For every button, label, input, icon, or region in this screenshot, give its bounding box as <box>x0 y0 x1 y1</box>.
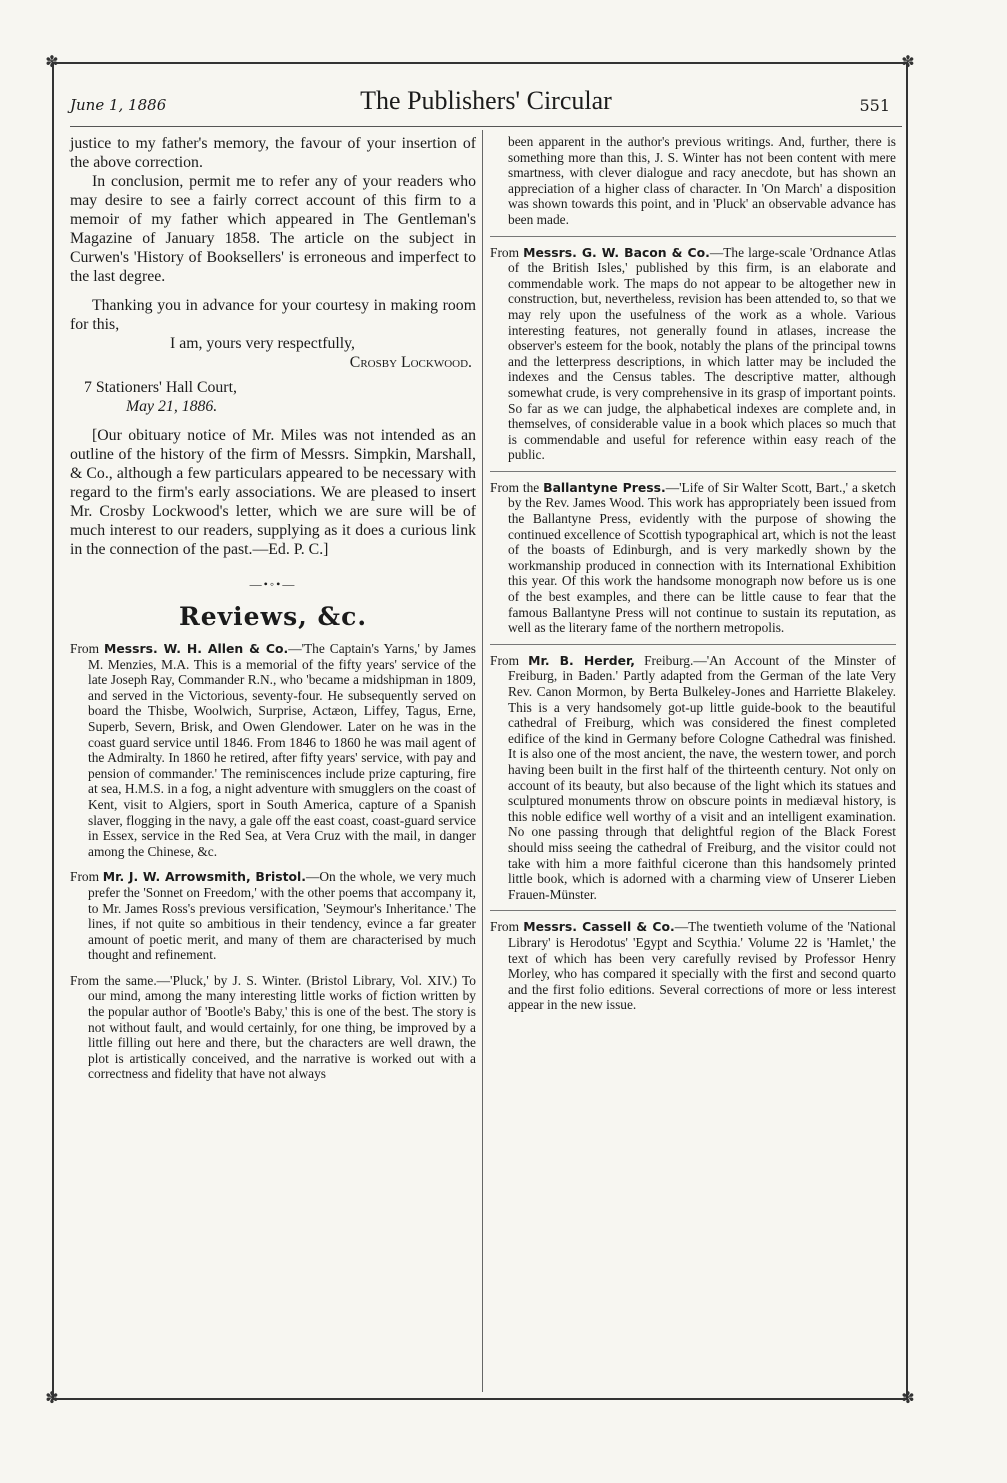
letter-continuation: justice to my father's memory, the favour of your insertion of the above correction. <box>70 135 476 171</box>
review-entry: From the same.—'Pluck,' by J. S. Winter. (Bristol Library, Vol. XIV.) To our mind, among the many interesting little works of fiction written by the popular author of 'Bootle's Baby,' this is one of the best. The story is not without fault, and would certainly, for one thing, be improved by a little filling out here and there, but the characters are well drawn, the plot is artistically conceived, and the narrative is worked out with a correctness and fidelity that have not always <box>70 972 476 1082</box>
letter-date: May 21, 1886. <box>126 398 218 415</box>
corner-ornament-icon: ✽ <box>45 1388 59 1407</box>
publisher-name: Messrs. Cassell & Co. <box>523 919 675 935</box>
letter-paragraph: Thanking you in advance for your courtesy in making room for this, <box>70 297 476 333</box>
editor-note: [Our obituary notice of Mr. Miles was not intended as an outline of the history of the firm of Messrs. Simpkin, Marshall, & Co., although a few particulars appeared to be necessary with regard to the firm's early associations. We are pleased to insert Mr. Crosby Lockwood's letter, which we are sure will be of much interest to our readers, supplying as it does a curious link in the connection of the past.—Ed. P. C.] <box>70 427 476 558</box>
publisher-name: Mr. J. W. Arrowsmith, Bristol. <box>102 869 306 885</box>
review-entry: From Messrs. W. H. Allen & Co.—'The Captain's Yarns,' by James M. Menzies, M.A. This is a memorial of the fifty years' service of the late Joseph Ray, Commander R.N., who 'became a midshipman in 1809, and served in the Victorious, seventy-four. He subsequently served on board the Thisbe, Woolwich, Surprise, Actæon, Liffey, Tagus, Erne, Superb, Severn, Brisk, and Owen Glendower. Later on he was in the coast guard service until 1846. From 1846 to 1860 he was mail agent of the Admiralty. In 1860 he retired, after fifty years' service, with pay and pension of commander.' The reminiscences include prize capturing, fire at sea, H.M.S. in a fog, a night adventure with smugglers on the coast of Kent, visit to Algiers, sport in South America, capture of a Spanish slaver, flogging in the navy, a gale off the east coast, coast-guard service in Essex, service in the Red Sea, at Vera Cruz with the mail, in danger among the Chinese, &c. <box>70 641 476 859</box>
column-divider <box>482 130 483 1392</box>
review-entry: From Mr. B. Herder, Freiburg.—'An Account of the Minster of Freiburg, in Baden.' Partly adapted from the German of the late Very Rev. Canon Mormon, by Berta Bulkeley-Jones and Harriette Blakeley. This is a very handsomely got-up little guide-book to the beautiful cathedral of Freiburg, which was considered the finest completed edifice of the kind in Germany before Cologne Cathedral was finished. It is also one of the most ancient, the nave, the western tower, and porch having been built in the first half of the thirteenth century. Not only on account of its beauty, but also because of the light which its statues and sculptured monuments throw on obscure points in mediæval history, is this noble edifice well worthy of a visit and an intelligent examination. No one passing through that delightful region of the Black Forest should miss seeing the cathedral of Freiburg, and the visitor could not take with him a more faithful cicerone than this handsomely printed little book, which is adorned with a charming view of Unserer Lieben Frauen-Münster. <box>490 652 896 902</box>
bottom-border-rule <box>52 1398 908 1400</box>
review-entry: From the Ballantyne Press.—'Life of Sir Walter Scott, Bart.,' a sketch by the Rev. James Wood. This work has appropriately been issued from the Ballantyne Press, evidently with the purpose of showing the continued excellence of Scottish typographical art, which is not the least of the boasts of Edinburgh, and is very markedly shown by the workmanship produced in connection with its International Exhibition this year. Of this work the handsome monograph now before us is one of the best examples, and there can be little cause to fear that the famous Ballantyne Press will not continue to sustain its reputation, as well as the literary fame of the northern metropolis. <box>490 479 896 636</box>
publisher-name: Mr. B. Herder, <box>528 652 635 668</box>
left-column <box>70 134 476 1082</box>
review-continuation: been apparent in the author's previous writings. And, further, there is something more than this, J. S. Winter has not been content with mere smartness, with clever dialogue and racy anecdote, but has shown an appreciation of a higher class of character. In 'On March' a disposition was shown towards this point, and in 'Pluck' an observable advance has been made. <box>508 134 896 227</box>
corner-ornament-icon: ✽ <box>45 52 59 71</box>
publisher-name: Messrs. W. H. Allen & Co. <box>104 641 289 656</box>
letter-signature: Crosby Lockwood. <box>349 354 472 371</box>
top-border-rule <box>52 62 908 64</box>
letter-closing: I am, yours very respectfully, <box>170 335 355 352</box>
section-divider: —•◦•— <box>249 577 297 591</box>
review-entry: From Messrs. G. W. Bacon & Co.—The large-scale 'Ordnance Atlas of the British Isles,' published by this firm, is an elaborate and commendable work. The maps do not appear to be altogether new in construction, but, nevertheless, revision has been attended to, so that we may rely upon the usefulness of the work as a whole. Various interesting features, not generally found in atlases, increase the observer's esteem for the book, notably the plans of the principal towns and the letterpress descriptions, in which latter may be included the indexes and the Census tables. The descriptive matter, although somewhat crude, is very comprehensive in its grasp of important points. So far as we can judge, the alphabetical indexes are complete and, in themselves, of considerable value in a book which places so much that is commendable and useful for reference within easy reach of the public. <box>490 244 896 463</box>
review-entry: From Mr. J. W. Arrowsmith, Bristol.—On the whole, we very much prefer the 'Sonnet on Freedom,' with the other poems that accompany it, to Mr. James Ross's previous versification, 'Seymour's Inheritance.' The lines, if not quite so ambitious in their tendency, evince a far greater amount of poetic merit, and many of them are characterised by much thought and refinement. <box>70 869 476 963</box>
publication-title: The Publishers' Circular <box>360 86 612 115</box>
page-number: 551 <box>859 96 890 115</box>
corner-ornament-icon: ✽ <box>901 52 915 71</box>
entry-rule <box>490 236 896 237</box>
publisher-name: Ballantyne Press. <box>543 479 666 495</box>
entry-rule <box>490 644 896 645</box>
review-entry: From Messrs. Cassell & Co.—The twentieth volume of the 'National Library' is Herodotus' 'Egypt and Scythia.' Volume 22 is 'Hamlet,' the text of which has been very carefully revised by Professor Henry Morley, who has compared it specially with the first and second quarto and the first folio editions. Several corrections of more or less interest appear in the new issue. <box>490 919 896 1013</box>
letter-paragraph: In conclusion, permit me to refer any of your readers who may desire to see a fairly correct account of this firm to a memoir of my father which appeared in The Gentleman's Magazine of January 1858. The article on the subject in Curwen's 'History of Booksellers' is erroneous and imperfect to the last degree. <box>70 173 476 285</box>
entry-rule <box>490 471 896 472</box>
letter-address: 7 Stationers' Hall Court, <box>84 379 237 396</box>
section-heading: Reviews, &c. <box>178 602 368 631</box>
right-column <box>490 134 896 1013</box>
corner-ornament-icon: ✽ <box>901 1388 915 1407</box>
publisher-name: Messrs. G. W. Bacon & Co. <box>523 244 710 260</box>
issue-date: June 1, 1886 <box>70 96 167 114</box>
page-header <box>70 82 902 122</box>
header-rule <box>70 126 902 127</box>
entry-rule <box>490 910 896 911</box>
